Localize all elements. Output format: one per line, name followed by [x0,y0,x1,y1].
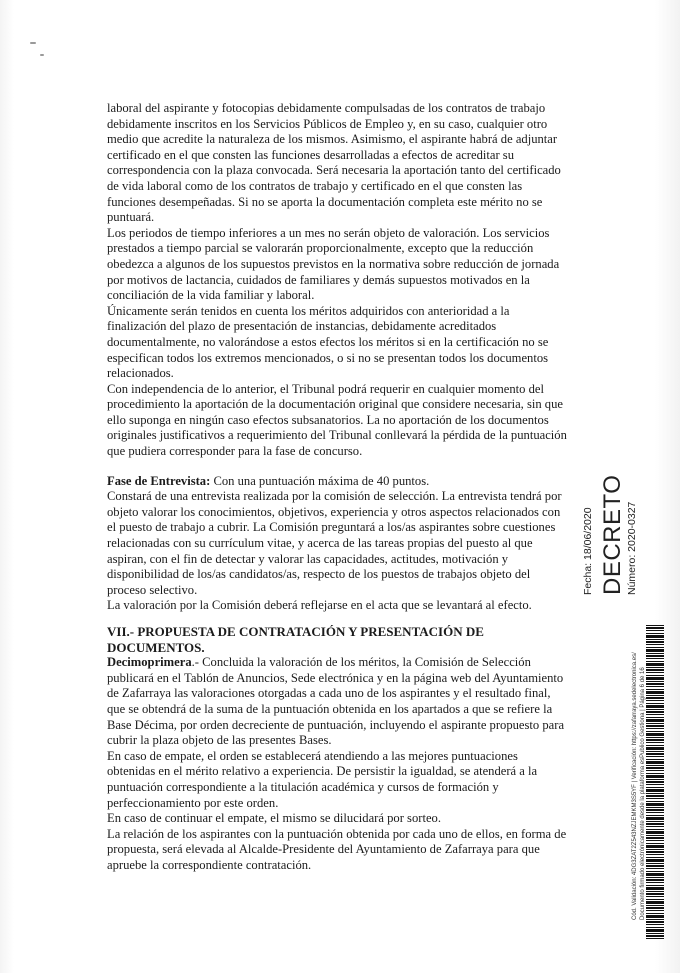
barcode-icon [646,625,664,940]
paragraph: Con independencia de lo anterior, el Tribunal podrá requerir en cualquier momento del procedimiento la aportación de la documentación original que considere necesaria, sin que ello suponga en ningún caso efectos subsanatorios. La no aportación de los documentos originales justificativos a requerimiento del Tribunal conllevará la pérdida de la puntuación que pudiera corresponder para la fase de concurso. [107,381,567,459]
verification-line: Cód. Validación: 4DG3ZAT2Z543NZJEMKM3S5YF | Verificación: https://zafarraya.sedelectronica.es/ [632,652,638,920]
paragraph: La valoración por la Comisión deberá reflejarse en el acta que se levantará al efecto. [107,598,532,613]
paragraph: laboral del aspirante y fotocopias debidamente compulsadas de los contratos de trabajo debidamente inscritos en los Servicios Públicos de Empleo y, en su caso, cualquier otro medio que acredite la naturaleza de los mismos. Asimismo, el aspirante habrá de adjuntar certificado en el que consten las funciones desarrolladas a efectos de acreditar su correspondencia con la plaza convocada. Será necesaria la aportación tanto del certificado de vida laboral como de los contratos de trabajo y certificado en el que consten las funciones desempeñadas. Si no se aporta la documentación completa este mérito no se puntuará. [107,101,561,225]
paragraph: Únicamente serán tenidos en cuenta los méritos adquiridos con anterioridad a la finalización del plazo de presentación de instancias, debidamente acreditados documentalmente, no valorándose a estos efectos los méritos si en la certificación no se especifican todos los extremos mencionados, o si no se presentan todos los documentos relacionados. [107,303,549,381]
paragraph: Constará de una entrevista realizada por la comisión de selección. La entrevista tendrá por objeto valorar los conocimientos, objetivos, experiencia y otros aspectos relacionados con el puesto de trabajo a cubrir. La Comisión preguntará a los/as aspirantes sobre cuestiones relacionadas con su currículum vitae, y acerca de las tareas propias del puesto al que aspiran, con el fin de detectar y valorar las capacidades, actitudes, motivación y disponibilidad de los/as candidatos/as, respecto de los puestos de trabajos objeto del proceso selectivo. [107,489,562,597]
verification-text [632,600,647,920]
decree-number: Número: 2020-0327 [626,501,638,595]
paragraph: En caso de empate, el orden se establecerá atendiendo a las mejores puntuaciones obtenidas en el mérito relativo a experiencia. De persistir la igualdad, se atenderá a la puntuación correspondiente a la titulación académica y cursos de formación y perfeccionamiento por este orden. [107,748,538,810]
clause-label: Decimoprimera [107,655,192,670]
document-body [107,101,567,874]
decree-stamp [582,355,660,595]
section-heading: VII.- PROPUESTA DE CONTRATACIÓN Y PRESENTACIÓN DE DOCUMENTOS. [107,624,484,655]
paragraph: La relación de los aspirantes con la puntuación obtenida por cada uno de ellos, en forma de propuesta, será elevada al Alcalde-Presidente del Ayuntamiento de Zafarraya para que apruebe la correspondiente contratación. [107,826,567,872]
paragraph: Los periodos de tiempo inferiores a un mes no serán objeto de valoración. Los servicios prestados a tiempo parcial se valorarán proporcionalmente, excepto que la reducción obedezca a algunos de los supuestos previstos en la normativa sobre reducción de jornada por motivos de lactancia, cuidados de familiares y demás supuestos motivados en la conciliación de la vida familiar y laboral. [107,225,560,303]
verification-line: Documento firmado electrónicamente desde la plataforma esPublico Gestiona | Página 6 de 16 [639,667,646,920]
clause-text: .- Concluida la valoración de los méritos, la Comisión de Selección publicará en el Tablón de Anuncios, Sede electrónica y en la página web del Ayuntamiento de Zafarraya las valoraciones otorgadas a cada uno de los aspirantes y el resultado final, que se obtendrá de la suma de la puntuación obtenida en los apartados a que se refiere la Base Décima, por orden decreciente de puntuación, incluyendo el aspirante propuesto para cubrir la plaza objeto de las presentes Bases. [107,655,565,748]
interview-phase-score: Con una puntuación máxima de 40 puntos. [210,473,430,488]
paragraph: En caso de continuar el empate, el mismo se dilucidará por sorteo. [107,811,441,826]
scan-mark [40,54,44,56]
paragraph-interview [107,474,567,490]
decree-date: Fecha: 18/06/2020 [582,507,594,595]
interview-phase-label: Fase de Entrevista: [107,473,211,488]
scan-mark [30,42,36,44]
decree-title: DECRETO [599,474,626,595]
paragraph-decimoprimera [107,655,567,749]
